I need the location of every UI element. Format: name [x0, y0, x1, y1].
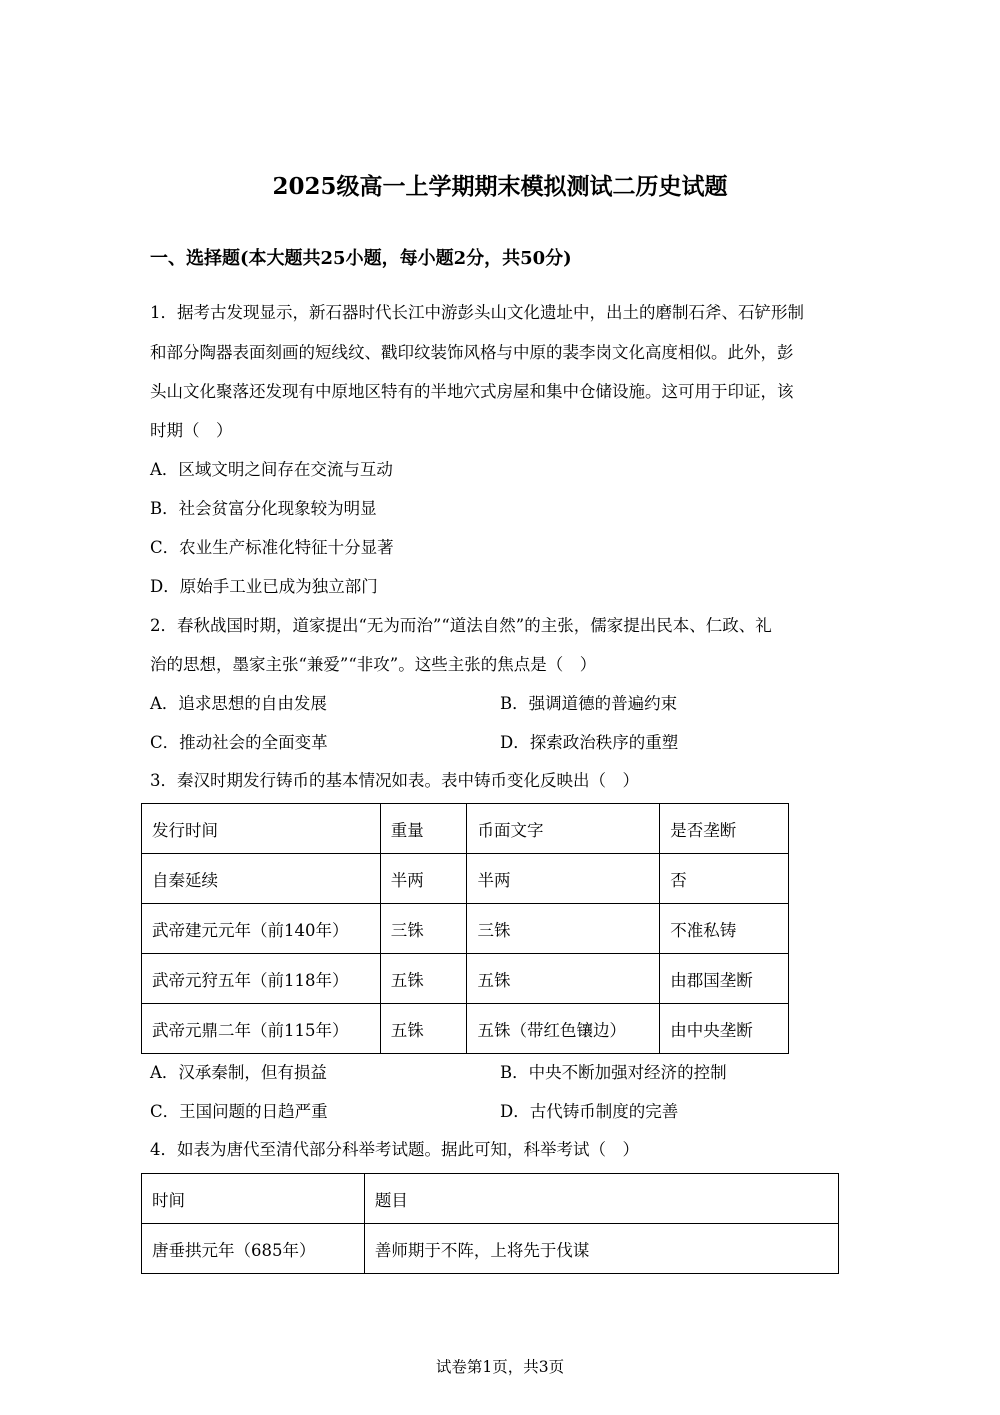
- table-cell: 三铢: [380, 904, 467, 954]
- table-cell: 五铢: [467, 954, 660, 1004]
- q1-line-2: 和部分陶器表面刻画的短线纹、戳印纹装饰风格与中原的裴李岗文化高度相似。此外，彭: [150, 343, 794, 362]
- table-cell: 由中央垄断: [660, 1004, 789, 1054]
- q1-line-4: 时期（ ）: [150, 421, 233, 440]
- q1-option-d: D．原始手工业已成为独立部门: [150, 577, 378, 596]
- q3-option-d: D．古代铸币制度的完善: [500, 1102, 679, 1121]
- q3-option-b: B．中央不断加强对经济的控制: [500, 1063, 727, 1082]
- q2-option-b: B．强调道德的普遍约束: [500, 694, 678, 713]
- page-footer: 试卷第1页，共3页: [435, 1358, 565, 1376]
- table-cell: 善师期于不阵，上将先于伐谋: [364, 1224, 838, 1274]
- q2-option-a: A．追求思想的自由发展: [150, 694, 327, 713]
- q3-option-a: A．汉承秦制，但有损益: [150, 1063, 327, 1082]
- q1-line-1: 1．据考古发现显示，新石器时代长江中游彭头山文化遗址中，出土的磨制石斧、石铲形制: [150, 303, 804, 322]
- table-cell: 币面文字: [467, 804, 660, 854]
- q2-option-d: D．探索政治秩序的重塑: [500, 733, 679, 752]
- q2-line-1: 2．春秋战国时期，道家提出“无为而治”“道法自然”的主张，儒家提出民本、仁政、礼: [150, 616, 772, 635]
- table-cell: 五铢（带红色镶边）: [467, 1004, 660, 1054]
- q1-line-3: 头山文化聚落还发现有中原地区特有的半地穴式房屋和集中仓储设施。这可用于印证，该: [150, 382, 794, 401]
- q3-stem: 3．秦汉时期发行铸币的基本情况如表。表中铸币变化反映出（ ）: [150, 771, 639, 790]
- table-cell: 武帝元狩五年（前118年）: [142, 954, 381, 1004]
- table-cell: 五铢: [380, 954, 467, 1004]
- table-cell: 否: [660, 854, 789, 904]
- q1-option-a: A．区域文明之间存在交流与互动: [150, 460, 393, 479]
- q4-exam-table: [141, 1173, 839, 1274]
- table-cell: 不准私铸: [660, 904, 789, 954]
- table-cell: 自秦延续: [142, 854, 381, 904]
- q1-option-b: B．社会贫富分化现象较为明显: [150, 499, 377, 518]
- table-row: [142, 1224, 839, 1274]
- table-row: [142, 1004, 789, 1054]
- q1-option-c: C．农业生产标准化特征十分显著: [150, 538, 394, 557]
- table-cell: 五铢: [380, 1004, 467, 1054]
- table-row: [142, 854, 789, 904]
- section-heading: 一、选择题(本大题共25小题，每小题2分，共50分): [150, 248, 572, 269]
- table-row: [142, 904, 789, 954]
- table-cell: 由郡国垄断: [660, 954, 789, 1004]
- table-cell: 发行时间: [142, 804, 381, 854]
- page-title: 2025级高一上学期期末模拟测试二历史试题: [272, 173, 728, 200]
- q2-line-2: 治的思想，墨家主张“兼爱”“非攻”。这些主张的焦点是（ ）: [150, 655, 597, 674]
- q3-coin-table: [141, 803, 789, 1054]
- table-cell: 半两: [467, 854, 660, 904]
- q2-option-c: C．推动社会的全面变革: [150, 733, 328, 752]
- table-cell: 武帝元鼎二年（前115年）: [142, 1004, 381, 1054]
- table-cell: 武帝建元元年（前140年）: [142, 904, 381, 954]
- table-cell: 重量: [380, 804, 467, 854]
- table-cell: 三铢: [467, 904, 660, 954]
- q3-option-c: C．王国问题的日趋严重: [150, 1102, 328, 1121]
- table-cell: 题目: [364, 1174, 838, 1224]
- table-cell: 半两: [380, 854, 467, 904]
- table-cell: 时间: [142, 1174, 365, 1224]
- q4-stem: 4．如表为唐代至清代部分科举考试题。据此可知，科举考试（ ）: [150, 1140, 639, 1159]
- table-cell: 是否垄断: [660, 804, 789, 854]
- table-row: [142, 804, 789, 854]
- table-row: [142, 954, 789, 1004]
- table-cell: 唐垂拱元年（685年）: [142, 1224, 365, 1274]
- table-row: [142, 1174, 839, 1224]
